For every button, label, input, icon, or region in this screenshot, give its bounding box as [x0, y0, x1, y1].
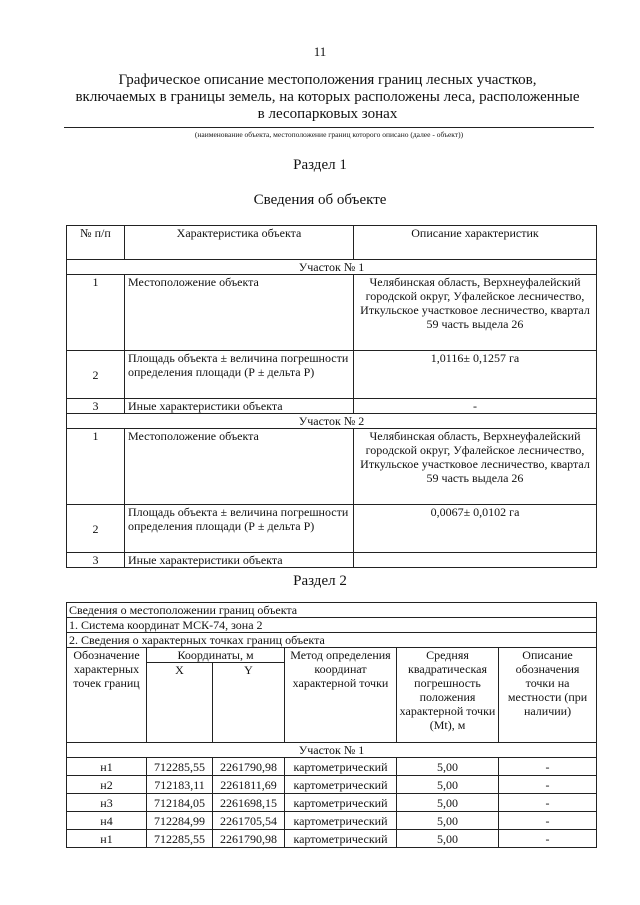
header-y: Y — [213, 663, 285, 743]
row-num: 1 — [67, 429, 125, 505]
table-row — [67, 399, 597, 414]
point-x: 712183,11 — [147, 776, 213, 794]
point-error: 5,00 — [397, 758, 499, 776]
header-x: X — [147, 663, 213, 743]
table-header-row — [67, 226, 597, 260]
info-row — [67, 633, 597, 648]
parcel-label: Участок № 2 — [67, 414, 597, 429]
info-row — [67, 603, 597, 618]
point-method: картометрический — [285, 776, 397, 794]
section-1-heading: Раздел 1 — [293, 157, 347, 173]
point-description: - — [499, 776, 597, 794]
row-num: 2 — [67, 351, 125, 399]
header-error: Средняя квадратическая погрешность положения характерной точки (Mt), м — [397, 648, 499, 743]
boundary-points-table — [66, 602, 597, 848]
parcel-label: Участок № 1 — [67, 260, 597, 275]
point-method: картометрический — [285, 812, 397, 830]
header-description: Описание характеристик — [354, 226, 597, 260]
section-1-subheading: Сведения об объекте — [253, 192, 387, 208]
header-characteristic: Характеристика объекта — [125, 226, 354, 260]
point-name: н4 — [67, 812, 147, 830]
point-error: 5,00 — [397, 794, 499, 812]
row-num: 3 — [67, 553, 125, 568]
row-characteristic: Иные характеристики объекта — [125, 399, 354, 414]
header-point-description: Описание обозначения точки на местности (при наличии) — [499, 648, 597, 743]
row-num: 2 — [67, 505, 125, 553]
header-point-name: Обозначение характерных точек границ — [67, 648, 147, 743]
point-y: 2261811,69 — [213, 776, 285, 794]
point-x: 712184,05 — [147, 794, 213, 812]
title-line-1: Графическое описание местоположения границ лесных участков, — [118, 72, 537, 88]
point-y: 2261790,98 — [213, 830, 285, 848]
table-header-row — [67, 648, 597, 663]
row-characteristic: Иные характеристики объекта — [125, 553, 354, 568]
info-row-text: 2. Сведения о характерных точках границ объекта — [67, 633, 597, 648]
parcel-label: Участок № 1 — [67, 743, 597, 758]
table-row — [67, 275, 597, 351]
point-x: 712284,99 — [147, 812, 213, 830]
title-line-3: в лесопарковых зонах — [257, 106, 398, 122]
table-row — [67, 505, 597, 553]
info-row-text: 1. Система координат МСК-74, зона 2 — [67, 618, 597, 633]
row-description: 0,0067± 0,0102 га — [354, 505, 597, 553]
point-description: - — [499, 812, 597, 830]
table-row — [67, 830, 597, 848]
point-description: - — [499, 758, 597, 776]
row-characteristic: Местоположение объекта — [125, 275, 354, 351]
table-row — [67, 776, 597, 794]
point-method: картометрический — [285, 758, 397, 776]
row-num: 1 — [67, 275, 125, 351]
point-y: 2261705,54 — [213, 812, 285, 830]
object-info-table — [66, 225, 597, 568]
table-row — [67, 812, 597, 830]
table-row — [67, 429, 597, 505]
parcel-row — [67, 260, 597, 275]
point-y: 2261790,98 — [213, 758, 285, 776]
document-title — [60, 72, 595, 123]
title-line-2: включаемых в границы земель, на которых расположены леса, расположенные — [75, 89, 580, 105]
point-x: 712285,55 — [147, 830, 213, 848]
point-name: н3 — [67, 794, 147, 812]
header-num: № п/п — [67, 226, 125, 260]
point-name: н2 — [67, 776, 147, 794]
point-description: - — [499, 794, 597, 812]
table-row — [67, 794, 597, 812]
row-num: 3 — [67, 399, 125, 414]
table-row — [67, 758, 597, 776]
point-name: н1 — [67, 830, 147, 848]
point-error: 5,00 — [397, 776, 499, 794]
parcel-row — [67, 743, 597, 758]
title-underline — [64, 127, 594, 128]
section-2-heading: Раздел 2 — [293, 573, 347, 589]
row-description: - — [354, 399, 597, 414]
header-method: Метод определения координат характерной точки — [285, 648, 397, 743]
row-characteristic: Площадь объекта ± величина погрешности определения площади (Р ± дельта Р) — [125, 351, 354, 399]
row-description: Челябинская область, Верхнеуфалейский городской округ, Уфалейское лесничество, Иткульское участковое лесничество, квартал 59 часть выдела 26 — [354, 275, 597, 351]
point-error: 5,00 — [397, 812, 499, 830]
point-method: картометрический — [285, 830, 397, 848]
point-error: 5,00 — [397, 830, 499, 848]
point-description: - — [499, 830, 597, 848]
point-y: 2261698,15 — [213, 794, 285, 812]
row-characteristic: Местоположение объекта — [125, 429, 354, 505]
page-number: 11 — [313, 44, 327, 59]
row-description: Челябинская область, Верхнеуфалейский городской округ, Уфалейское лесничество, Иткульское участковое лесничество, квартал 59 часть выдела 26 — [354, 429, 597, 505]
row-description: 1,0116± 0,1257 га — [354, 351, 597, 399]
title-note: (наименование объекта, местоположение границ которого описано (далее - объект)) — [194, 130, 464, 139]
point-name: н1 — [67, 758, 147, 776]
row-characteristic: Площадь объекта ± величина погрешности определения площади (Р ± дельта Р) — [125, 505, 354, 553]
point-method: картометрический — [285, 794, 397, 812]
table-row — [67, 553, 597, 568]
header-coordinates: Координаты, м — [147, 648, 285, 663]
info-row — [67, 618, 597, 633]
table-row — [67, 351, 597, 399]
point-x: 712285,55 — [147, 758, 213, 776]
row-description — [354, 553, 597, 568]
info-row-text: Сведения о местоположении границ объекта — [67, 603, 597, 618]
parcel-row — [67, 414, 597, 429]
